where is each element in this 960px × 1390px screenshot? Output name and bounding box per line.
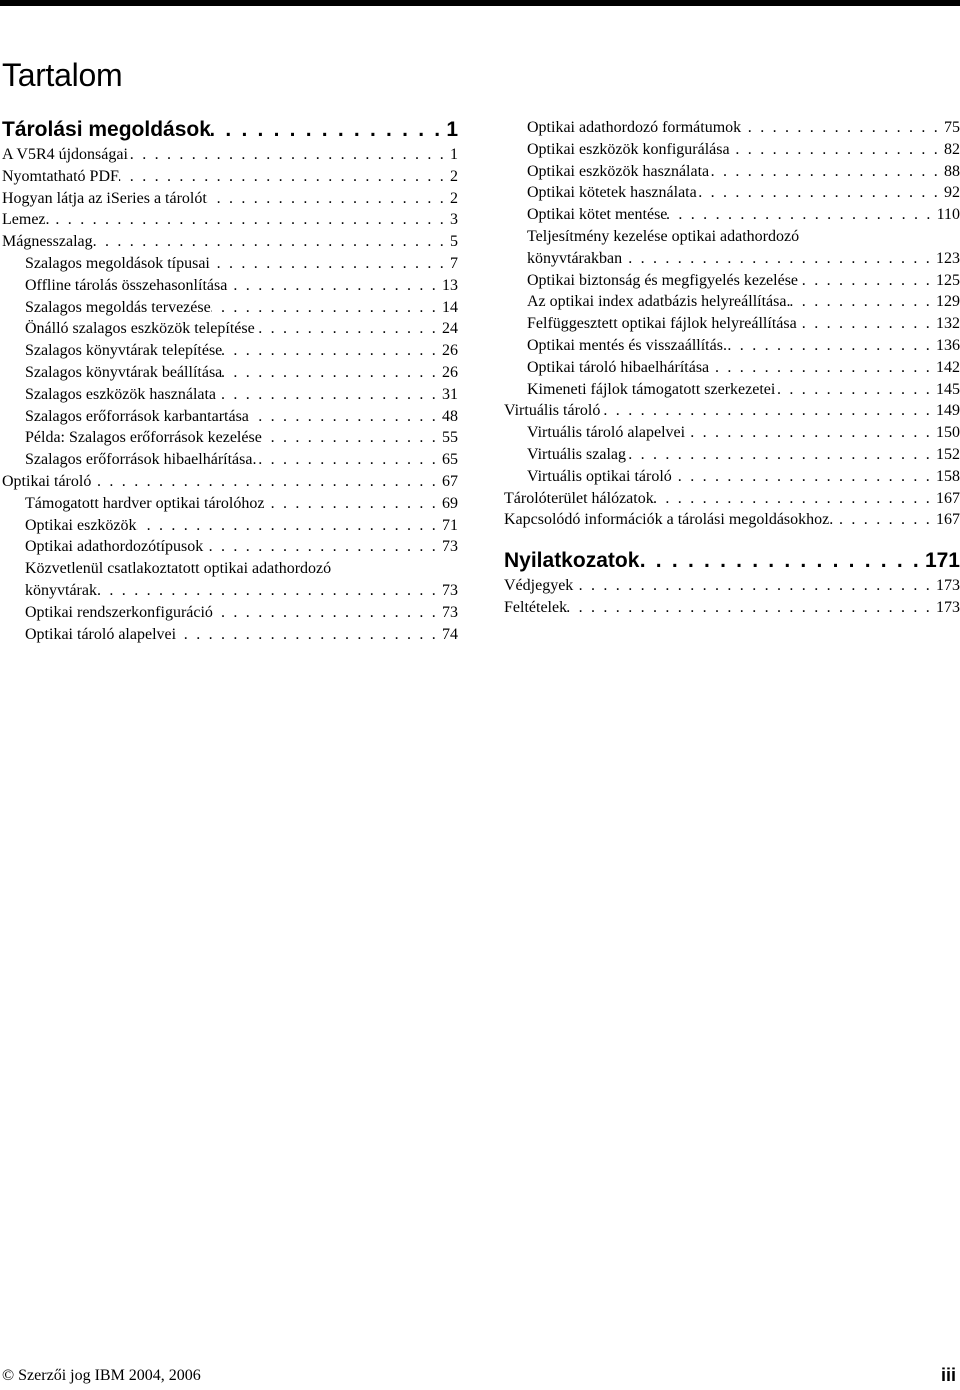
toc-page-number: 145	[936, 380, 960, 398]
toc-entry-text: Offline tárolás összehasonlítása	[25, 276, 228, 294]
dot-leader	[128, 144, 446, 166]
toc-entry-text: Hogyan látja az iSeries a tárolót	[2, 189, 207, 207]
toc-page-number: 7	[450, 254, 458, 272]
toc-entry[interactable]	[504, 509, 960, 531]
toc-page-number: 73	[442, 538, 458, 556]
toc-entry[interactable]	[2, 209, 458, 231]
toc-entry[interactable]	[2, 362, 458, 384]
footer-page-number: iii	[940, 1365, 956, 1385]
dot-leader	[222, 362, 438, 384]
toc-entry-text: Virtuális tároló alapelvei	[527, 424, 686, 442]
toc-page-number: 69	[442, 494, 458, 512]
toc-entry-text: Szalagos eszközök használata	[25, 385, 217, 403]
toc-entry-text: Szalagos könyvtárak telepítése	[25, 342, 223, 360]
toc-entry-heading[interactable]	[504, 226, 960, 248]
toc-page-number: 125	[936, 271, 960, 289]
toc-page-number: 173	[936, 577, 960, 595]
toc-entry-text: Mágnesszalag	[2, 233, 93, 251]
toc-page-number: 1	[446, 118, 458, 141]
toc-entry-text: Szalagos könyvtárak beállítása	[25, 363, 223, 381]
toc-entry[interactable]	[2, 188, 458, 210]
toc-page-number: 132	[936, 315, 960, 333]
toc-section-entry[interactable]	[2, 116, 458, 144]
toc-entry[interactable]	[504, 117, 960, 139]
dot-leader	[97, 580, 438, 602]
toc-entry-text: Optikai adathordozó formátumok	[527, 119, 742, 136]
top-rule	[0, 0, 960, 6]
toc-entry-text: Példa: Szalagos erőforrások kezelése	[25, 429, 262, 447]
toc-page-number: 3	[450, 211, 458, 229]
toc-entry-text: Szalagos megoldások típusai	[25, 254, 210, 272]
toc-entry[interactable]	[2, 493, 458, 515]
dot-leader	[709, 161, 940, 183]
toc-entry[interactable]	[2, 318, 458, 340]
toc-page-number: 173	[936, 598, 960, 616]
dot-leader	[775, 379, 932, 401]
toc-page-number: 31	[442, 385, 458, 403]
toc-page-number: 150	[936, 424, 960, 442]
toc-entry-text-continued: könyvtárak	[25, 581, 97, 599]
toc-entry[interactable]	[2, 449, 458, 471]
toc-page-number: 67	[442, 472, 458, 490]
toc-entry-heading[interactable]	[2, 558, 458, 580]
dot-leader	[119, 166, 446, 188]
toc-entry[interactable]	[504, 161, 960, 183]
dot-leader	[222, 340, 438, 362]
toc-entry[interactable]	[504, 597, 960, 619]
toc-entry-text: A V5R4 újdonságai	[2, 146, 128, 163]
toc-entry-text-continued: könyvtárakban	[527, 249, 623, 267]
dot-leader	[741, 117, 940, 139]
toc-entry-text: Optikai eszközök	[25, 516, 137, 534]
toc-entry-text: Optikai adathordozótípusok	[25, 538, 204, 556]
toc-entry[interactable]	[2, 406, 458, 428]
toc-entry[interactable]	[2, 340, 458, 362]
toc-page-number: 92	[944, 184, 960, 202]
dot-leader	[176, 624, 438, 646]
toc-entry[interactable]	[504, 488, 960, 510]
toc-entry-text: Optikai tároló hibaelhárítása	[527, 358, 710, 376]
dot-leader	[210, 253, 446, 275]
dot-leader	[790, 291, 932, 313]
toc-entry[interactable]	[504, 444, 960, 466]
toc-entry[interactable]	[504, 270, 960, 292]
toc-entry-text: Tárolóterület hálózatok	[504, 489, 654, 507]
toc-left-column	[2, 116, 458, 645]
toc-entry[interactable]	[504, 291, 960, 313]
toc-entry-text: Felfüggesztett optikai fájlok helyreállítása	[527, 315, 797, 333]
toc-entry-text: Önálló szalagos eszközök telepítése	[25, 320, 255, 338]
toc-entry[interactable]	[504, 357, 960, 379]
toc-entry[interactable]	[2, 297, 458, 319]
toc-page-number: 129	[936, 293, 960, 311]
toc-entry[interactable]	[504, 248, 960, 270]
toc-entry-text: Virtuális tároló	[504, 402, 601, 420]
toc-entry[interactable]	[504, 204, 960, 226]
dot-leader	[600, 400, 932, 422]
dot-leader	[262, 427, 438, 449]
toc-entry-text: Virtuális optikai tároló	[527, 467, 672, 485]
toc-entry-text: Tárolási megoldások	[2, 118, 211, 141]
dot-leader	[255, 318, 438, 340]
dot-leader	[709, 357, 932, 379]
toc-entry-text: Optikai eszközök konfigurálása	[527, 140, 730, 158]
toc-entry[interactable]	[504, 466, 960, 488]
toc-entry-text: Feltételek	[504, 598, 568, 616]
toc-entry[interactable]	[2, 166, 458, 188]
dot-leader	[227, 275, 438, 297]
dot-leader	[249, 406, 438, 428]
toc-page-number: 73	[442, 603, 458, 621]
dot-leader	[264, 493, 438, 515]
toc-entry-text: Az optikai index adatbázis helyreállítása.	[527, 293, 791, 311]
toc-entry-text: Optikai biztonság és megfigyelés kezelése	[527, 271, 799, 289]
toc-page-number: 26	[442, 363, 458, 381]
toc-entry-text: Virtuális szalag	[527, 445, 627, 463]
toc-page-number: 167	[936, 489, 960, 507]
toc-page-number: 1	[450, 146, 458, 163]
dot-leader	[567, 597, 932, 619]
toc-section-entry[interactable]	[504, 547, 960, 575]
toc-entry[interactable]	[2, 536, 458, 558]
toc-right-column	[504, 117, 960, 619]
toc-entry[interactable]	[2, 231, 458, 253]
toc-page-number: 136	[936, 336, 960, 354]
toc-page-number: 13	[442, 276, 458, 294]
toc-entry[interactable]	[2, 384, 458, 406]
toc-entry[interactable]	[504, 422, 960, 444]
toc-entry[interactable]	[2, 580, 458, 602]
toc-entry-text: Kimeneti fájlok támogatott szerkezetei	[527, 380, 776, 398]
toc-page-number: 2	[450, 167, 458, 185]
dot-leader	[667, 204, 932, 226]
dot-leader	[93, 231, 446, 253]
dot-leader	[727, 335, 932, 357]
dot-leader	[203, 536, 438, 558]
section-gap	[504, 531, 960, 547]
dot-leader	[730, 139, 940, 161]
toc-entry[interactable]	[504, 139, 960, 161]
toc-entry[interactable]	[504, 313, 960, 335]
toc-entry-text: Optikai eszközök használata	[527, 162, 710, 180]
toc-page-number: 82	[944, 140, 960, 158]
toc-entry-text: Optikai tároló alapelvei	[25, 625, 177, 643]
dot-leader	[654, 488, 932, 510]
toc-entry-text: Közvetlenül csatlakoztatott optikai adathordozó	[25, 560, 332, 578]
toc-entry-text: Védjegyek	[504, 577, 574, 595]
toc-entry[interactable]	[2, 602, 458, 624]
dot-leader	[211, 116, 442, 144]
toc-entry-text: Szalagos erőforrások hibaelhárítása.	[25, 451, 257, 469]
dot-leader	[622, 248, 932, 270]
dot-leader	[91, 471, 438, 493]
toc-entry[interactable]	[2, 253, 458, 275]
toc-entry-text: Támogatott hardver optikai tárolóhoz	[25, 494, 265, 512]
toc-page-number: 26	[442, 342, 458, 360]
toc-entry-text: Szalagos megoldás tervezése	[25, 298, 211, 316]
toc-page-number: 75	[944, 119, 960, 136]
toc-page-number: 171	[924, 549, 960, 573]
toc-entry[interactable]	[504, 400, 960, 422]
toc-entry-text: Optikai kötetek használata	[527, 184, 697, 202]
toc-page-number: 123	[936, 249, 960, 267]
toc-entry[interactable]	[2, 471, 458, 493]
toc-entry-text: Optikai rendszerkonfiguráció	[25, 603, 213, 621]
toc-page-number: 71	[442, 516, 458, 534]
dot-leader	[256, 449, 438, 471]
dot-leader	[216, 384, 438, 406]
toc-entry[interactable]	[504, 575, 960, 597]
toc-entry-text: Teljesítmény kezelése optikai adathordozó	[527, 227, 800, 245]
dot-leader	[137, 515, 438, 537]
toc-entry-text: Szalagos erőforrások karbantartása	[25, 407, 249, 425]
toc-entry-text: Optikai kötet mentése	[527, 206, 668, 224]
dot-leader	[639, 547, 921, 575]
toc-entry[interactable]	[2, 144, 458, 166]
toc-entry[interactable]	[504, 379, 960, 401]
toc-page-number: 110	[936, 206, 960, 224]
toc-entry-text: Nyomtatható PDF	[2, 167, 119, 185]
toc-page-number: 142	[936, 358, 960, 376]
toc-page-number: 2	[450, 189, 458, 207]
toc-entry-text: Kapcsolódó információk a tárolási megoldásokhoz.	[504, 511, 834, 529]
dot-leader	[685, 422, 932, 444]
dot-leader	[697, 182, 940, 204]
dot-leader	[833, 509, 932, 531]
toc-entry[interactable]	[2, 515, 458, 537]
dot-leader	[626, 444, 932, 466]
toc-page-number: 73	[442, 581, 458, 599]
toc-entry-text: Optikai mentés és visszaállítás.	[527, 336, 727, 354]
toc-entry[interactable]	[2, 624, 458, 646]
toc-entry[interactable]	[504, 182, 960, 204]
dot-leader	[798, 270, 932, 292]
dot-leader	[797, 313, 932, 335]
toc-page-number: 65	[442, 451, 458, 469]
toc-page-number: 24	[442, 320, 458, 338]
toc-page-number: 5	[450, 233, 458, 251]
toc-page-number: 88	[944, 162, 960, 180]
toc-page-number: 14	[442, 298, 458, 316]
toc-entry[interactable]	[504, 335, 960, 357]
toc-entry[interactable]	[2, 427, 458, 449]
toc-page-number: 158	[936, 467, 960, 485]
toc-entry-text: Lemez.	[2, 211, 50, 229]
toc-page-number: 152	[936, 445, 960, 463]
toc-page-number: 55	[442, 429, 458, 447]
toc-page-number: 167	[936, 511, 960, 529]
dot-leader	[211, 297, 438, 319]
dot-leader	[672, 466, 932, 488]
toc-page-number: 149	[936, 402, 960, 420]
page-title: Tartalom	[2, 57, 123, 93]
toc-entry-text: Optikai tároló	[2, 472, 92, 490]
toc-page-number: 48	[442, 407, 458, 425]
toc-page-number: 74	[442, 625, 458, 643]
dot-leader	[207, 188, 446, 210]
toc-entry-text: Nyilatkozatok	[504, 549, 640, 573]
dot-leader	[573, 575, 932, 597]
footer-copyright: © Szerzői jog IBM 2004, 2006	[2, 1367, 201, 1384]
dot-leader	[213, 602, 438, 624]
dot-leader	[50, 209, 446, 231]
toc-entry[interactable]	[2, 275, 458, 297]
